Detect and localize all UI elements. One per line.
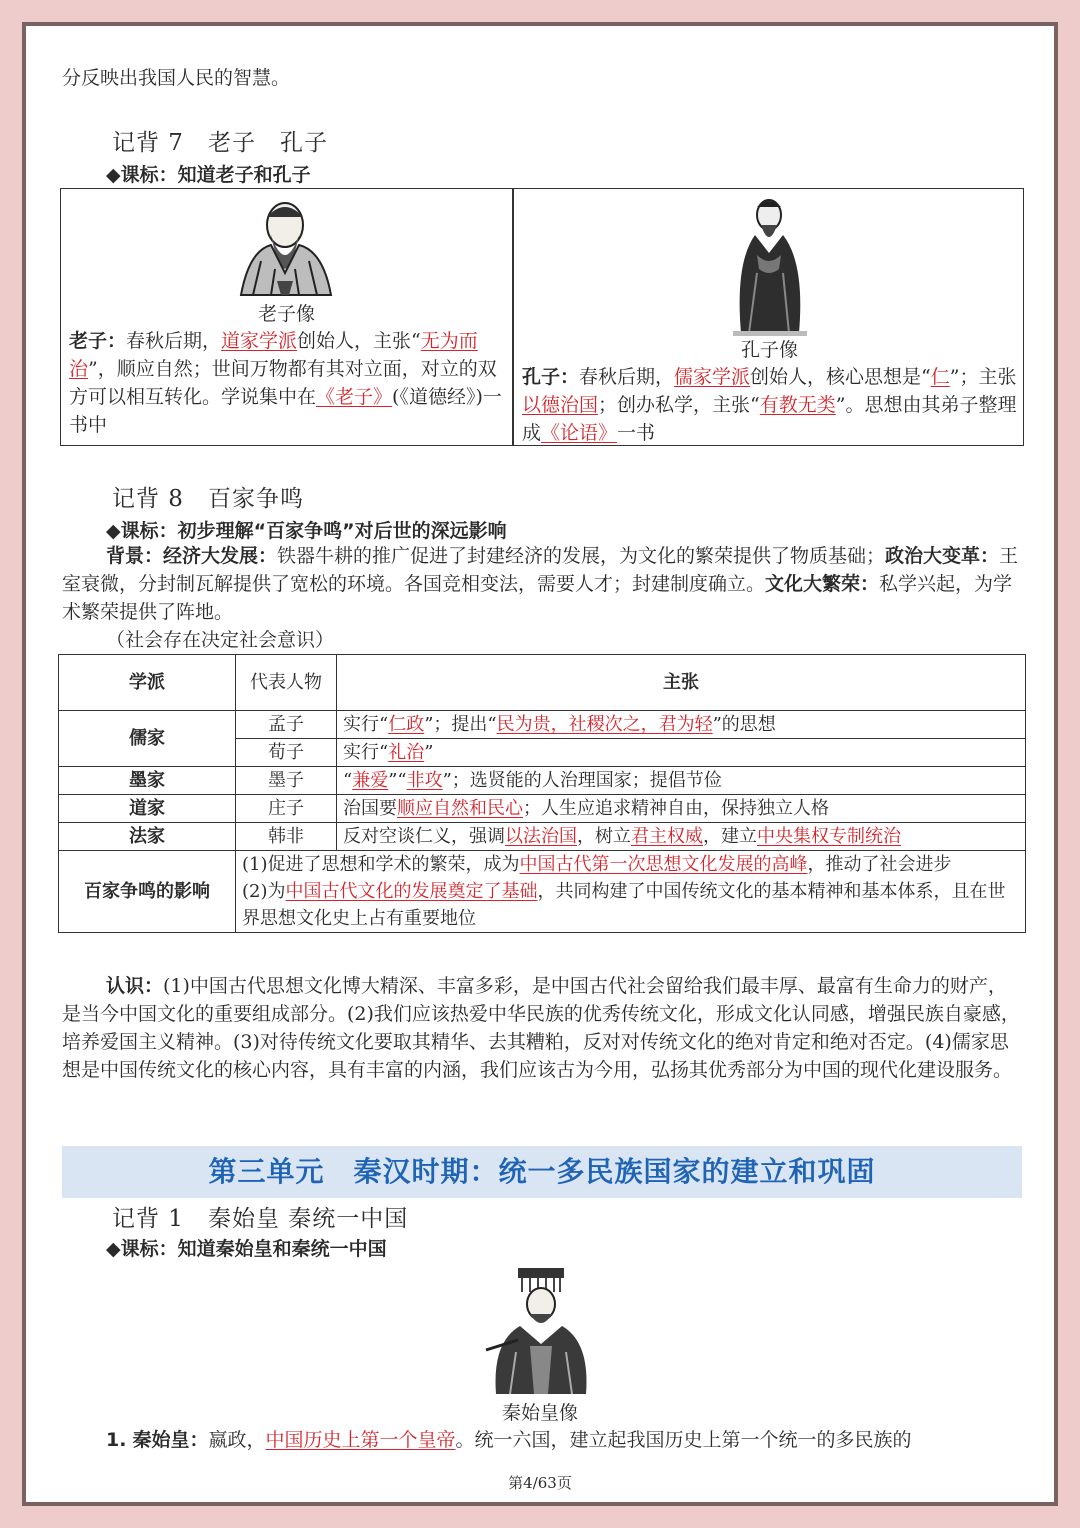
kongzi-text-2: 创始人，核心思想是“ [750,366,931,388]
view-hanfei: 反对空谈仁义，强调以法治国，树立君主权威，建立中央集权专制统治 [337,823,1026,851]
laozi-text-4: (《道德经》)一书中 [69,386,502,436]
unit-3-standard: ◆课标：知道秦始皇和秦统一中国 [106,1238,387,1260]
table-row [59,767,1026,795]
view-zhuangzi: 治国要顺应自然和民心；人生应追求精神自由，保持独立人格 [337,795,1026,823]
kongzi-portrait-image [727,193,813,337]
society-note: （社会存在决定社会意识） [106,629,335,651]
qinshihuang-label: 秦始皇： [132,1429,209,1451]
page-number: 第4/63页 [508,1474,572,1492]
table-row [59,795,1026,823]
view-mozi: “兼爱”“非攻”；选贤能的人治理国家；提倡节俭 [337,767,1026,795]
portrait-table-divider [512,189,514,445]
economy-text: 铁器牛耕的推广促进了封建经济的发展，为文化的繁荣提供了物质基础； [277,545,886,567]
laozi-key-1: 道家学派 [221,330,298,352]
school-ru: 儒家 [59,711,236,767]
header-representative: 代表人物 [236,655,337,711]
header-view: 主张 [337,655,1026,711]
culture-text: 私学兴起，为学术繁荣提供了阵地。 [62,573,1013,623]
kongzi-text-4: ；创办私学，主张“ [598,394,760,416]
background-paragraph [62,542,1022,626]
kongzi-key-5: 《论语》 [541,422,618,444]
culture-label: 文化大繁荣： [765,573,880,595]
kongzi-text-1: 春秋后期， [579,366,675,388]
kongzi-key-1: 儒家学派 [674,366,751,388]
qinshihuang-key-1: 中国历史上第一个皇帝 [265,1429,456,1451]
unit-3-banner: 第三单元 秦汉时期：统一多民族国家的建立和巩固 [62,1146,1022,1198]
impact-2: (2)为中国古代文化的发展奠定了基础，共同构建了中国传统文化的基本精神和基本体系，且在世界思想文化史上占有重要地位 [242,881,1006,929]
laozi-text-3: ”，顺应自然；世间万物都有其对立面，对立的双方可以相互转化。学说集中在 [69,358,497,408]
schools-table [58,654,1026,933]
document-page [22,22,1058,1506]
laozi-name: 老子： [69,330,127,352]
kongzi-key-4: 有教无类 [759,394,836,416]
qinshihuang-paragraph [106,1426,1026,1454]
laozi-key-2: 无为而治 [69,330,478,380]
rep-zhuangzi: 庄子 [236,795,337,823]
qinshihuang-caption: 秦始皇像 [501,1402,578,1424]
school-mo: 墨家 [59,767,236,795]
laozi-key-3: 《老子》 [316,386,393,408]
kongzi-text-5: ”。思想由其弟子整理成 [522,394,1017,444]
laozi-text-1: 春秋后期， [126,330,222,352]
table-row [59,711,1026,739]
rep-hanfei: 韩非 [236,823,337,851]
rep-mozi: 墨子 [236,767,337,795]
economy-label: 经济大发展： [163,545,278,567]
kongzi-text-6: 一书 [617,422,656,444]
kongzi-key-2: 仁 [930,366,950,388]
recognition-text: (1)中国古代思想文化博大精深、丰富多彩，是中国古代社会留给我们最丰厚、最富有生命力的财产，是当今中国文化的重要组成部分。(2)我们应该热爱中华民族的优秀传统文化，形成文化认同感，增强民族自豪感，培养爱国主义精神。(3)对待传统文化要取其精华、去其糟粕，反对对传统文化的绝对肯定和绝对否定。(4)儒家思想是中国传统文化的核心内容，具有丰富的内涵，我们应该古为今用，弘扬其优秀部分为中国的现代化建设服务。 [62,975,1020,1081]
section-7-title: 记背 7 老子 孔子 [112,130,328,156]
qinshihuang-text-1: 嬴政， [208,1429,266,1451]
kongzi-description [522,363,1018,447]
impact-1: (1)促进了思想和学术的繁荣，成为中国古代第一次思想文化发展的高峰，推动了社会进步 [242,854,952,875]
kongzi-caption: 孔子像 [740,339,798,361]
kongzi-text-3: ”；主张 [949,366,1017,388]
kongzi-name: 孔子： [522,366,580,388]
intro-tail: 分反映出我国人民的智慧。 [62,67,291,89]
laozi-caption: 老子像 [257,303,315,325]
laozi-text-2: 创始人，主张“ [297,330,421,352]
recognition-paragraph [62,972,1022,1084]
portrait-table [60,188,1024,446]
rep-mengzi: 孟子 [236,711,337,739]
table-header-row [59,655,1026,711]
school-fa: 法家 [59,823,236,851]
section-7-standard: ◆课标：知道老子和孔子 [106,164,311,186]
kongzi-key-3: 以德治国 [522,394,599,416]
table-row [59,823,1026,851]
qinshihuang-portrait-image [480,1262,602,1396]
view-xunzi: 实行“礼治” [337,739,1026,767]
politics-text: 王室衰微，分封制瓦解提供了宽松的环境。各国竞相变法，需要人才；封建制度确立。 [62,545,1019,595]
qinshihuang-text-2: 。统一六国，建立起我国历史上第一个统一的多民族的 [455,1429,912,1451]
paragraph-number: 1. [106,1429,127,1451]
section-8-title: 记背 8 百家争鸣 [112,486,304,512]
laozi-portrait-image [231,195,339,297]
recognition-label: 认识： [106,975,164,997]
header-school: 学派 [59,655,236,711]
section-8-standard: ◆课标：初步理解“百家争鸣”对后世的深远影响 [106,520,507,542]
table-row [59,851,1026,933]
rep-xunzi: 荀子 [236,739,337,767]
school-dao: 道家 [59,795,236,823]
background-label: 背景： [106,545,164,567]
politics-label: 政治大变革： [885,545,1000,567]
unit-3-section-1-title: 记背 1 秦始皇 秦统一中国 [112,1206,409,1232]
view-mengzi: 实行“仁政”；提出“民为贵，社稷次之，君为轻”的思想 [337,711,1026,739]
impact-content [236,851,1026,933]
impact-label: 百家争鸣的影响 [59,851,236,933]
laozi-description [69,327,507,439]
